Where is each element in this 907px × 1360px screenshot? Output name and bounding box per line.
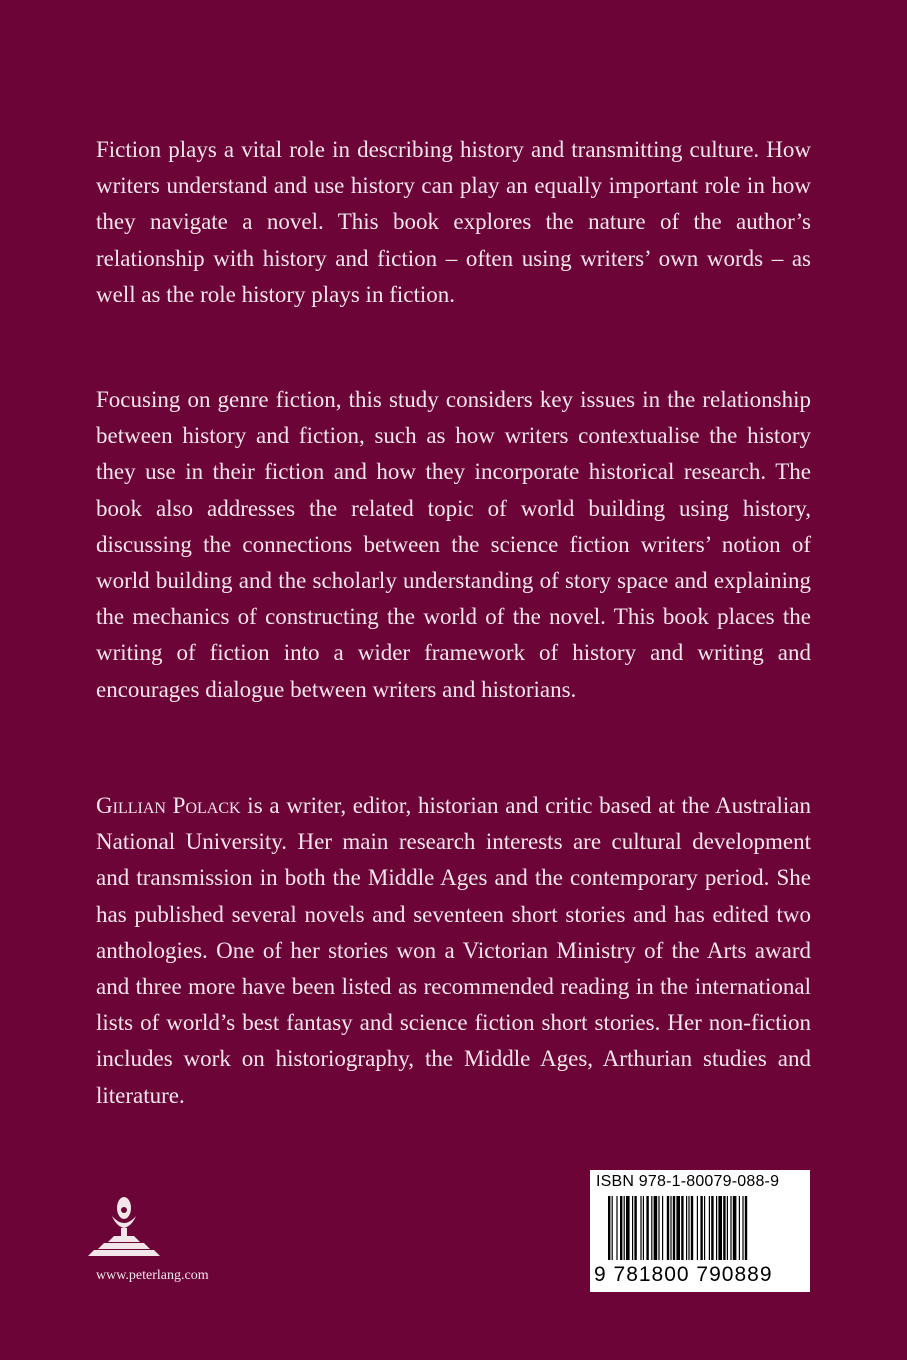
author-bio-text: is a writer, editor, historian and critic based at the Australian National University. Her main research interests are cultural development and transmission in both the Middle Ages and the contemporary period. She has published several novels and seventeen short stories and has edited two anthologies. One of her stories won a Victorian Ministry of the Arts award and three more have been listed as recommended reading in the international lists of world’s best fantasy and science fiction short stories. Her non-fiction includes work on historiography, the Middle Ages, Arthurian studies and literature. xyxy=(96,793,811,1108)
isbn-barcode xyxy=(590,1170,810,1292)
peter-lang-logo-icon xyxy=(84,1190,164,1260)
barcode-bars xyxy=(608,1196,800,1264)
publisher-website: www.peterlang.com xyxy=(96,1268,209,1283)
description-paragraph-2: Focusing on genre fiction, this study considers key issues in the relationship between history and fiction, such as how writers contextualise the history they use in their fiction and how they incorporate historical research. The book also addresses the related topic of world building using history, discussing the connections between the science fiction writers’ notion of world building and the scholarly understanding of story space and explaining the mechanics of constructing the world of the novel. This book places the writing of fiction into a wider framework of history and writing and encourages dialogue between writers and historians. xyxy=(96,387,811,702)
barcode-digits: 9 781800 790889 xyxy=(594,1263,773,1286)
author-name: Gillian Polack xyxy=(96,793,241,818)
isbn-label: ISBN 978-1-80079-088-9 xyxy=(596,1173,780,1190)
description-paragraph-1: Fiction plays a vital role in describing history and transmitting culture. How writers understand and use history can play an equally important role in how they navigate a novel. This book explores the nature of the author’s relationship with history and fiction – often using writers’ own words – as well as the role history plays in fiction. xyxy=(96,137,811,307)
author-bio xyxy=(96,788,811,1114)
